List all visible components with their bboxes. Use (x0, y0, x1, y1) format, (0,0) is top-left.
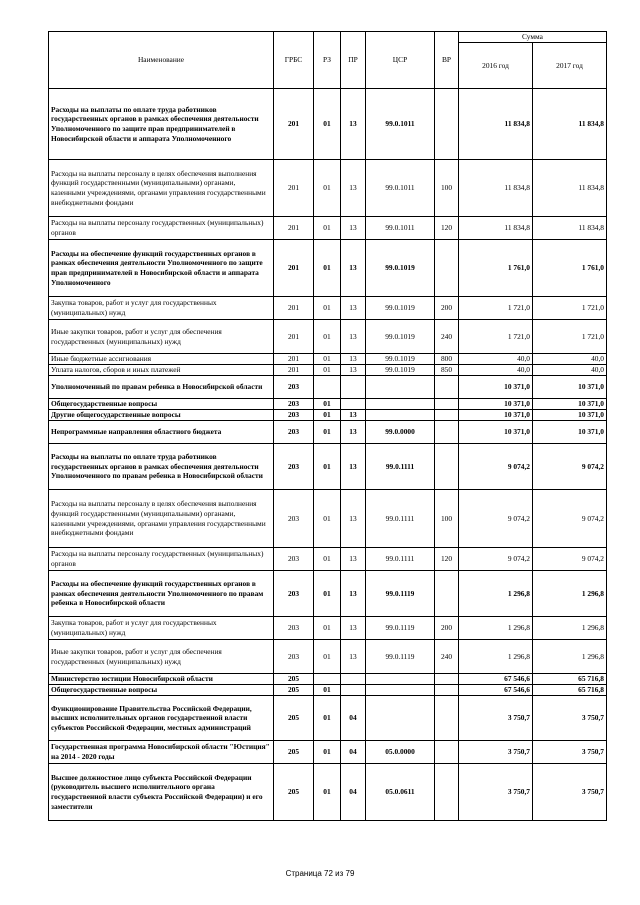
cell-rz: 01 (314, 89, 341, 160)
cell-grbs: 201 (274, 297, 314, 320)
cell-s2016: 3 750,7 (459, 741, 533, 764)
cell-s2016: 40,0 (459, 365, 533, 376)
table-row (49, 674, 607, 685)
cell-name: Расходы на обеспечение функций государственных органов в рамках обеспечения деятельности Уполномоченного по правам ребенка в Новосибирской области (49, 571, 274, 617)
cell-csr (366, 685, 435, 696)
cell-rz: 01 (314, 764, 341, 821)
cell-name: Закупка товаров, работ и услуг для государственных (муниципальных) нужд (49, 297, 274, 320)
cell-rz (314, 376, 341, 399)
cell-s2017: 10 371,0 (533, 421, 607, 444)
cell-s2017: 1 761,0 (533, 240, 607, 297)
col-header-vr: ВР (435, 32, 459, 89)
table-row (49, 354, 607, 365)
cell-s2016: 3 750,7 (459, 764, 533, 821)
cell-name: Высшее должностное лицо субъекта Российской Федерации (руководитель высшего исполнительного органа государственной власти субъекта Российской Федерации) и его заместители (49, 764, 274, 821)
table-row (49, 741, 607, 764)
cell-s2016: 40,0 (459, 354, 533, 365)
cell-s2016: 67 546,6 (459, 685, 533, 696)
cell-rz: 01 (314, 640, 341, 674)
cell-pr (341, 685, 366, 696)
cell-csr: 99.0.1111 (366, 548, 435, 571)
cell-rz: 01 (314, 548, 341, 571)
cell-grbs: 201 (274, 320, 314, 354)
cell-name: Расходы на выплаты персоналу государственных (муниципальных) органов (49, 548, 274, 571)
cell-name: Расходы на выплаты по оплате труда работников государственных органов в рамках обеспечения деятельности Уполномоченного по правам ребенка в Новосибирской области (49, 444, 274, 490)
cell-pr: 13 (341, 617, 366, 640)
cell-vr: 240 (435, 320, 459, 354)
cell-pr: 13 (341, 160, 366, 217)
cell-s2016: 67 546,6 (459, 674, 533, 685)
cell-vr (435, 685, 459, 696)
col-header-grbs: ГРБС (274, 32, 314, 89)
table-row (49, 217, 607, 240)
cell-s2017: 40,0 (533, 354, 607, 365)
cell-s2016: 1 296,8 (459, 617, 533, 640)
cell-rz: 01 (314, 571, 341, 617)
page-number: Страница 72 из 79 (285, 869, 355, 878)
table-body (49, 89, 607, 821)
cell-grbs: 201 (274, 365, 314, 376)
cell-rz: 01 (314, 696, 341, 741)
col-header-pr: ПР (341, 32, 366, 89)
cell-vr (435, 240, 459, 297)
cell-csr (366, 696, 435, 741)
table-row (49, 240, 607, 297)
cell-rz: 01 (314, 320, 341, 354)
cell-grbs: 205 (274, 696, 314, 741)
cell-pr: 13 (341, 490, 366, 548)
cell-name: Государственная программа Новосибирской области "Юстиция" на 2014 - 2020 годы (49, 741, 274, 764)
cell-name: Общегосударственные вопросы (49, 399, 274, 410)
cell-vr (435, 444, 459, 490)
cell-name: Расходы на выплаты персоналу в целях обеспечения выполнения функций государственными (муниципальными) органами, казенными учреждениями, органами управления государственными внебюджетными фондами (49, 490, 274, 548)
cell-vr: 120 (435, 217, 459, 240)
cell-s2017: 3 750,7 (533, 764, 607, 821)
cell-grbs: 201 (274, 217, 314, 240)
cell-s2016: 1 761,0 (459, 240, 533, 297)
cell-grbs: 203 (274, 376, 314, 399)
cell-rz: 01 (314, 410, 341, 421)
cell-rz: 01 (314, 399, 341, 410)
cell-grbs: 203 (274, 444, 314, 490)
cell-csr: 99.0.1011 (366, 217, 435, 240)
cell-s2017: 10 371,0 (533, 376, 607, 399)
cell-csr: 99.0.0000 (366, 421, 435, 444)
cell-pr (341, 399, 366, 410)
cell-pr: 04 (341, 741, 366, 764)
cell-csr (366, 410, 435, 421)
cell-rz: 01 (314, 297, 341, 320)
cell-csr: 99.0.1111 (366, 444, 435, 490)
cell-s2016: 10 371,0 (459, 421, 533, 444)
cell-csr (366, 674, 435, 685)
cell-csr: 05.0.0000 (366, 741, 435, 764)
cell-grbs: 201 (274, 354, 314, 365)
cell-s2016: 10 371,0 (459, 376, 533, 399)
cell-pr: 13 (341, 89, 366, 160)
cell-s2016: 11 834,8 (459, 160, 533, 217)
cell-pr: 13 (341, 571, 366, 617)
cell-vr (435, 571, 459, 617)
cell-grbs: 201 (274, 160, 314, 217)
cell-csr: 99.0.1011 (366, 89, 435, 160)
cell-pr: 13 (341, 548, 366, 571)
cell-s2016: 1 721,0 (459, 320, 533, 354)
cell-name: Функционирование Правительства Российской Федерации, высших исполнительных органов государственной власти субъектов Российской Федерации, местных администраций (49, 696, 274, 741)
cell-s2016: 3 750,7 (459, 696, 533, 741)
cell-s2017: 10 371,0 (533, 410, 607, 421)
cell-name: Иные бюджетные ассигнования (49, 354, 274, 365)
cell-rz: 01 (314, 354, 341, 365)
cell-s2017: 1 721,0 (533, 320, 607, 354)
cell-pr: 04 (341, 696, 366, 741)
cell-name: Закупка товаров, работ и услуг для государственных (муниципальных) нужд (49, 617, 274, 640)
cell-s2017: 11 834,8 (533, 217, 607, 240)
cell-name: Министерство юстиции Новосибирской области (49, 674, 274, 685)
table-row (49, 764, 607, 821)
cell-grbs: 203 (274, 421, 314, 444)
cell-s2017: 3 750,7 (533, 741, 607, 764)
col-header-2016: 2016 год (459, 43, 533, 89)
cell-grbs: 203 (274, 571, 314, 617)
cell-csr: 99.0.1119 (366, 571, 435, 617)
cell-vr (435, 764, 459, 821)
cell-grbs: 205 (274, 674, 314, 685)
cell-csr: 99.0.1019 (366, 365, 435, 376)
table-row (49, 320, 607, 354)
cell-pr: 13 (341, 297, 366, 320)
col-header-sum: Сумма (459, 32, 607, 43)
cell-vr (435, 696, 459, 741)
cell-vr (435, 410, 459, 421)
cell-s2016: 11 834,8 (459, 217, 533, 240)
cell-grbs: 203 (274, 548, 314, 571)
cell-csr: 99.0.1019 (366, 240, 435, 297)
table-row (49, 696, 607, 741)
cell-s2016: 9 074,2 (459, 490, 533, 548)
cell-s2017: 11 834,8 (533, 89, 607, 160)
cell-grbs: 203 (274, 399, 314, 410)
cell-s2016: 1 296,8 (459, 640, 533, 674)
cell-s2017: 10 371,0 (533, 399, 607, 410)
cell-pr: 13 (341, 640, 366, 674)
cell-csr: 99.0.1019 (366, 354, 435, 365)
cell-s2017: 65 716,8 (533, 674, 607, 685)
cell-name: Уполномоченный по правам ребенка в Новосибирской области (49, 376, 274, 399)
cell-csr: 99.0.1119 (366, 617, 435, 640)
cell-name: Непрограммные направления областного бюджета (49, 421, 274, 444)
cell-name: Расходы на выплаты персоналу в целях обеспечения выполнения функций государственными (муниципальными) органами, казенными учреждениями, органами управления государственными внебюджетными фондами (49, 160, 274, 217)
cell-vr: 850 (435, 365, 459, 376)
col-header-2017: 2017 год (533, 43, 607, 89)
cell-rz: 01 (314, 240, 341, 297)
cell-pr: 13 (341, 365, 366, 376)
cell-pr: 13 (341, 421, 366, 444)
cell-pr (341, 674, 366, 685)
cell-s2017: 9 074,2 (533, 490, 607, 548)
cell-rz: 01 (314, 685, 341, 696)
cell-rz: 01 (314, 444, 341, 490)
cell-s2016: 9 074,2 (459, 548, 533, 571)
table-row (49, 89, 607, 160)
cell-pr: 13 (341, 320, 366, 354)
cell-vr: 120 (435, 548, 459, 571)
cell-s2017: 1 721,0 (533, 297, 607, 320)
cell-grbs: 201 (274, 240, 314, 297)
table-row (49, 685, 607, 696)
cell-grbs: 205 (274, 764, 314, 821)
cell-csr: 99.0.1019 (366, 297, 435, 320)
cell-s2016: 1 721,0 (459, 297, 533, 320)
cell-pr: 13 (341, 354, 366, 365)
cell-s2016: 9 074,2 (459, 444, 533, 490)
table-row (49, 548, 607, 571)
cell-grbs: 203 (274, 490, 314, 548)
cell-grbs: 203 (274, 640, 314, 674)
table-row (49, 399, 607, 410)
cell-s2017: 40,0 (533, 365, 607, 376)
cell-csr: 99.0.1011 (366, 160, 435, 217)
cell-pr: 13 (341, 217, 366, 240)
cell-pr: 13 (341, 410, 366, 421)
cell-csr: 99.0.1019 (366, 320, 435, 354)
table-row (49, 571, 607, 617)
cell-rz: 01 (314, 160, 341, 217)
cell-s2017: 9 074,2 (533, 548, 607, 571)
cell-rz: 01 (314, 741, 341, 764)
cell-vr: 100 (435, 160, 459, 217)
cell-rz: 01 (314, 365, 341, 376)
cell-s2017: 9 074,2 (533, 444, 607, 490)
table-row (49, 376, 607, 399)
table-row (49, 410, 607, 421)
col-header-name: Наименование (49, 32, 274, 89)
cell-s2016: 10 371,0 (459, 410, 533, 421)
cell-pr: 13 (341, 240, 366, 297)
cell-name: Иные закупки товаров, работ и услуг для обеспечения государственных (муниципальных) нужд (49, 640, 274, 674)
cell-s2016: 11 834,8 (459, 89, 533, 160)
cell-rz: 01 (314, 217, 341, 240)
cell-rz: 01 (314, 617, 341, 640)
cell-grbs: 203 (274, 617, 314, 640)
table-row (49, 365, 607, 376)
table-row (49, 490, 607, 548)
cell-csr: 99.0.1111 (366, 490, 435, 548)
cell-vr (435, 741, 459, 764)
table-row (49, 444, 607, 490)
cell-pr (341, 376, 366, 399)
table-row (49, 640, 607, 674)
cell-csr (366, 376, 435, 399)
cell-name: Расходы на выплаты персоналу государственных (муниципальных) органов (49, 217, 274, 240)
cell-csr: 99.0.1119 (366, 640, 435, 674)
cell-rz: 01 (314, 490, 341, 548)
cell-rz (314, 674, 341, 685)
cell-vr: 800 (435, 354, 459, 365)
cell-s2016: 10 371,0 (459, 399, 533, 410)
cell-vr (435, 674, 459, 685)
cell-s2017: 1 296,8 (533, 617, 607, 640)
cell-vr: 240 (435, 640, 459, 674)
cell-vr (435, 89, 459, 160)
table-row (49, 617, 607, 640)
table-row (49, 297, 607, 320)
cell-pr: 13 (341, 444, 366, 490)
cell-grbs: 201 (274, 89, 314, 160)
cell-vr (435, 376, 459, 399)
table-row (49, 160, 607, 217)
cell-vr: 100 (435, 490, 459, 548)
col-header-csr: ЦСР (366, 32, 435, 89)
cell-name: Уплата налогов, сборов и иных платежей (49, 365, 274, 376)
cell-s2017: 1 296,8 (533, 640, 607, 674)
cell-s2017: 11 834,8 (533, 160, 607, 217)
budget-table (48, 31, 607, 821)
cell-rz: 01 (314, 421, 341, 444)
cell-name: Расходы на выплаты по оплате труда работников государственных органов в рамках обеспечения деятельности Уполномоченного по защите прав предпринимателей в Новосибирской области и аппарата Уполномоченного (49, 89, 274, 160)
cell-s2017: 65 716,8 (533, 685, 607, 696)
cell-vr: 200 (435, 617, 459, 640)
cell-name: Расходы на обеспечение функций государственных органов в рамках обеспечения деятельности Уполномоченного по защите прав предпринимателей в Новосибирской области и аппарата Уполномоченного (49, 240, 274, 297)
cell-s2017: 3 750,7 (533, 696, 607, 741)
col-header-rz: РЗ (314, 32, 341, 89)
cell-pr: 04 (341, 764, 366, 821)
cell-s2016: 1 296,8 (459, 571, 533, 617)
cell-vr (435, 399, 459, 410)
cell-grbs: 205 (274, 685, 314, 696)
cell-grbs: 205 (274, 741, 314, 764)
cell-csr: 05.0.0611 (366, 764, 435, 821)
cell-vr (435, 421, 459, 444)
cell-s2017: 1 296,8 (533, 571, 607, 617)
cell-grbs: 203 (274, 410, 314, 421)
cell-name: Иные закупки товаров, работ и услуг для обеспечения государственных (муниципальных) нужд (49, 320, 274, 354)
cell-csr (366, 399, 435, 410)
cell-vr: 200 (435, 297, 459, 320)
cell-name: Общегосударственные вопросы (49, 685, 274, 696)
table-row (49, 421, 607, 444)
cell-name: Другие общегосударственные вопросы (49, 410, 274, 421)
